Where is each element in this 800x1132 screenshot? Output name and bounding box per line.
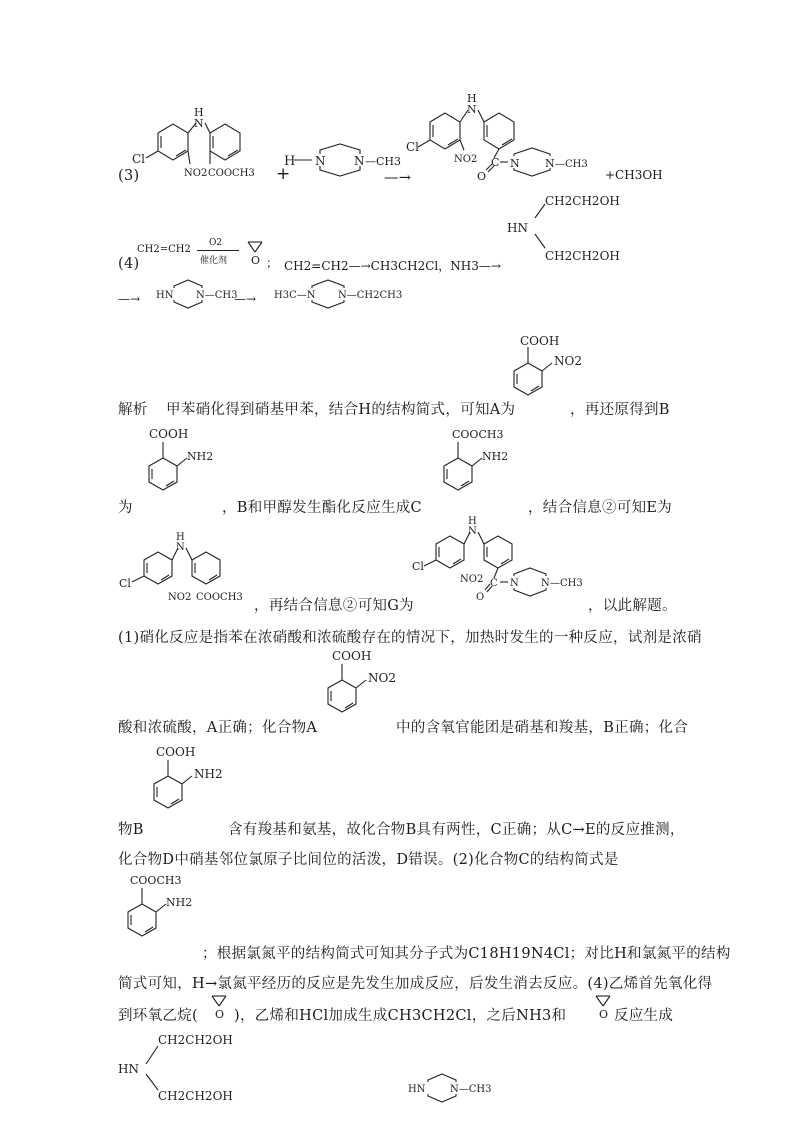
epoxide-icon: [244, 238, 266, 266]
product3-nh-h: H: [467, 92, 477, 105]
ethylene-start: CH2=CH2: [137, 244, 191, 255]
struct-g-n: N: [468, 526, 477, 537]
analysis-p10c: 反应生成: [614, 1008, 674, 1024]
part4-label: (4): [118, 256, 140, 272]
product3-methyl: —CH3: [555, 159, 588, 170]
struct-c2-top: COOCH3: [130, 874, 182, 887]
analysis-p4: (1)硝化反应是指苯在浓硝酸和浓硫酸存在的情况下，加热时发生的一种反应，试剂是浓硝: [118, 630, 702, 646]
struct-g-c: C: [490, 578, 498, 589]
pip1-hn: HN: [156, 290, 174, 301]
reactant1-nh-h: H: [194, 106, 204, 119]
dea2-bottom: CH2CH2OH: [158, 1089, 233, 1103]
pip2-n: N—CH3: [450, 1084, 492, 1095]
reactant2-methyl: —CH3: [365, 155, 402, 168]
analysis-p10a: 到环氧乙烷(: [118, 1008, 198, 1024]
dea-top: CH2CH2OH: [545, 194, 620, 208]
separator: ；: [266, 256, 279, 270]
reaction-arrow-3: —→: [384, 170, 412, 186]
plus-sign-1: +: [276, 164, 291, 184]
product3-n2: N: [545, 157, 555, 170]
analysis-p5b: 中的含氧官能团是硝基和羧基，B正确；化合: [396, 720, 689, 736]
dea-hn: HN: [507, 221, 528, 235]
final-product-structure: [272, 276, 422, 316]
catalyst-label: 催化剂: [200, 256, 228, 266]
struct-e-ester: COOCH3: [196, 592, 243, 603]
struct-g-methyl: —CH3: [550, 578, 583, 589]
epoxide-o: O: [251, 254, 261, 267]
diethanolamine-structure-2: [118, 1026, 268, 1106]
struct-g-n1: N: [510, 578, 519, 589]
product3-n1: N: [510, 157, 520, 170]
part3-label: (3): [118, 168, 140, 184]
line2-arrow1: —→: [118, 292, 141, 306]
final-right: N—CH2CH3: [338, 290, 403, 301]
piperazine-methyl-structure-2: [404, 1070, 514, 1110]
structure-b: [135, 420, 225, 510]
analysis-p5a: 酸和浓硫酸，A正确；化合物A: [118, 720, 318, 736]
struct-a-sub: NO2: [554, 354, 582, 368]
analysis-p2a: 为: [118, 500, 133, 516]
struct-g-n2: N: [541, 578, 550, 589]
reactant1-cl: Cl: [132, 152, 146, 166]
epoxide-icon-2: [208, 992, 230, 1020]
epoxide3-o: O: [599, 1008, 609, 1021]
epoxide2-o: O: [215, 1008, 225, 1021]
analysis-p7: 化合物D中硝基邻位氯原子比间位的活泼，D错误。(2)化合物C的结构简式是: [118, 852, 619, 868]
struct-c-top: COOCH3: [452, 428, 504, 441]
arrow-line: [197, 250, 239, 251]
dea2-top: CH2CH2OH: [158, 1033, 233, 1047]
struct-b2-sub: NH2: [194, 767, 223, 781]
analysis-p9: 简式可知，H→氯氮平经历的反应是先发生加成反应，后发生消去反应。(4)乙烯首先氧化得: [118, 976, 713, 992]
analysis-p1b: ，再还原得到B: [570, 402, 670, 418]
epoxide-icon-3: [592, 992, 614, 1020]
byproduct-methanol: +CH3OH: [605, 168, 663, 182]
final-left: H3C—N: [274, 290, 316, 301]
struct-a2-top: COOH: [332, 649, 372, 663]
line2-arrow2: —→: [234, 292, 257, 306]
diethanolamine-structure: [505, 188, 655, 268]
pip2-hn: HN: [408, 1084, 426, 1095]
struct-g-o: O: [476, 592, 485, 603]
structure-e: [118, 534, 258, 610]
analysis-p3a: ，再结合信息②可知G为: [254, 598, 414, 614]
o2-over-arrow: O2: [209, 238, 223, 248]
analysis-p2c: ，结合信息②可知E为: [528, 500, 673, 516]
struct-e-cl: Cl: [119, 577, 131, 590]
reactant2-n2: N: [354, 154, 365, 168]
product3-no2: NO2: [454, 154, 478, 165]
reactant2-structure: [282, 140, 402, 190]
struct-g-cl: Cl: [412, 560, 424, 573]
struct-c2-sub: NH2: [166, 896, 193, 909]
analysis-heading: 解析: [118, 402, 148, 418]
dea2-hn: HN: [118, 1062, 139, 1076]
analysis-p10b: )，乙烯和HCl加成生成CH3CH2Cl，之后NH3和: [234, 1008, 567, 1024]
pip1-n: N—CH3: [196, 290, 238, 301]
product3-cl: Cl: [406, 140, 420, 154]
reactant1-ester: COOCH3: [208, 168, 255, 179]
product3-nh-n: N: [467, 103, 477, 116]
reactant2-h: H: [284, 154, 296, 169]
structure-c2: [114, 866, 214, 956]
struct-e-n: N: [176, 542, 185, 553]
struct-g-no2: NO2: [460, 574, 484, 585]
analysis-p3b: ，以此解题。: [588, 598, 677, 614]
reactant1-no2: NO2: [184, 168, 208, 179]
struct-e-no2: NO2: [168, 592, 192, 603]
struct-b2-top: COOH: [156, 745, 196, 759]
route2: CH2=CH2—→CH3CH2Cl，NH3—→: [284, 259, 501, 273]
analysis-p2b: ，B和甲醇发生酯化反应生成C: [222, 500, 422, 516]
reactant2-n1: N: [315, 154, 326, 168]
struct-c-sub: NH2: [482, 450, 509, 463]
struct-a2-sub: NO2: [368, 671, 396, 685]
structure-b2: [140, 738, 240, 828]
product3-o: O: [477, 170, 487, 183]
struct-g-h: H: [468, 516, 477, 527]
struct-a-top: COOH: [520, 334, 560, 348]
struct-b-sub: NH2: [187, 450, 214, 463]
analysis-p6b: 含有羧基和氨基，故化合物B具有两性，C正确；从C→E的反应推测，: [228, 822, 685, 838]
analysis-p6a: 物B: [118, 822, 144, 838]
analysis-p8a: ；根据氯氮平的结构简式可知其分子式为C18H19N4Cl；对比H和氯氮平的结构: [202, 946, 731, 962]
dea-bottom: CH2CH2OH: [545, 249, 620, 263]
reactant1-structure: [130, 108, 290, 188]
product3-structure: [406, 92, 606, 192]
structure-c: [430, 420, 530, 510]
struct-b-top: COOH: [149, 427, 189, 441]
reactant1-nh-n: N: [194, 117, 204, 130]
struct-e-h: H: [176, 532, 185, 543]
analysis-p1a: 甲苯硝化得到硝基甲苯，结合H的结构简式，可知A为: [166, 402, 516, 418]
product3-c: C: [491, 156, 500, 169]
structure-g: [412, 516, 592, 606]
